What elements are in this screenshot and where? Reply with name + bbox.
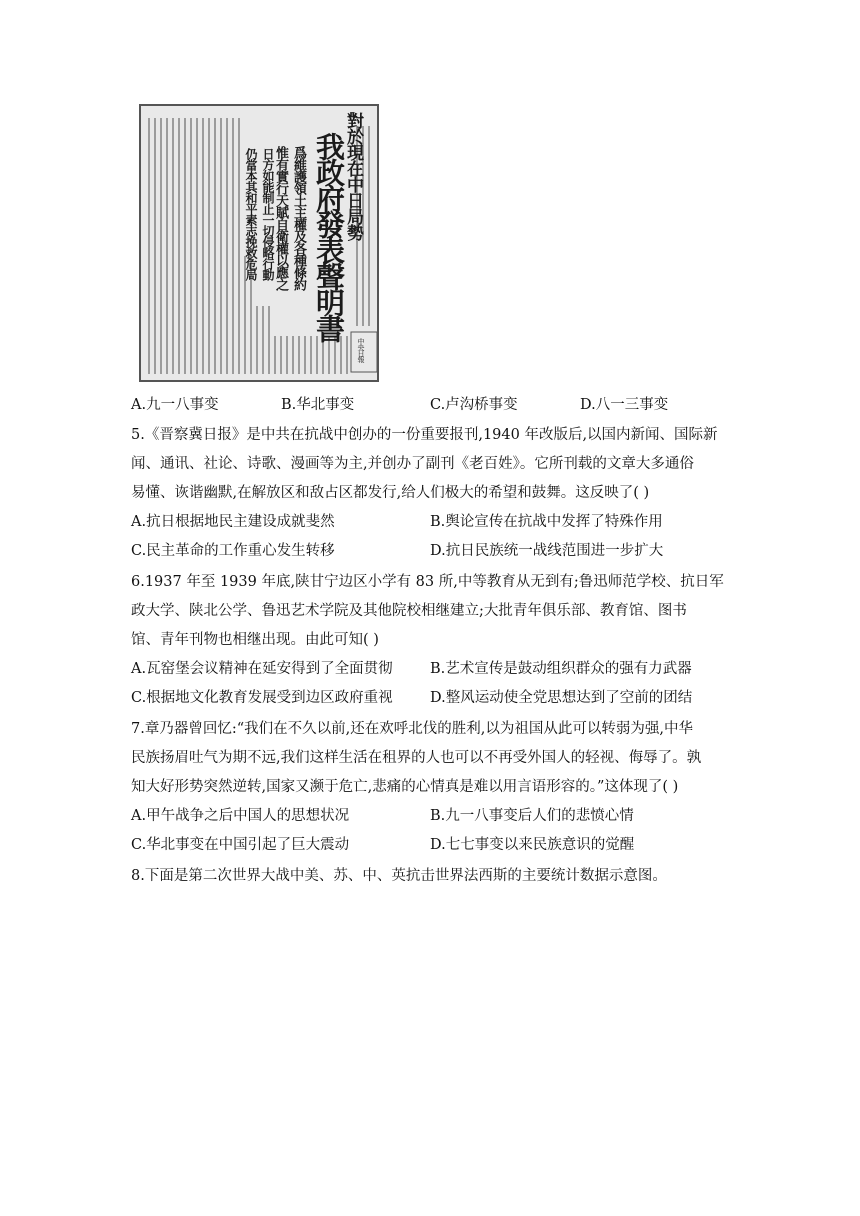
subheadline-3: 日方如能制止一切侵略行動 [261, 148, 275, 280]
q6-option-c: C.根据地文化教育发展受到边区政府重视 [131, 690, 393, 706]
q4-option-b: B.华北事变 [281, 397, 355, 413]
headline-top: 對於現在中日局勢 [343, 112, 363, 240]
q7-stem-line-2: 民族扬眉吐气为期不远,我们这样生活在租界的人也可以不再受外国人的轻视、侮辱了。孰 [131, 750, 702, 766]
subheadline-2: 惟有實行天賦自衛權以應之 [273, 146, 288, 290]
q5-stem-line-2: 闻、通讯、社论、诗歌、漫画等为主,并创办了副刊《老百姓》。它所刊载的文章大多通俗 [131, 456, 694, 472]
q5-stem-line-3: 易懂、诙谐幽默,在解放区和敌占区都发行,给人们极大的希望和鼓舞。这反映了( ) [131, 485, 650, 501]
q6-option-a: A.瓦窑堡会议精神在延安得到了全面贯彻 [131, 661, 393, 677]
subheadline-1: 爲維護領土主權及各種條約 [291, 146, 306, 290]
q4-option-c: C.卢沟桥事变 [430, 397, 518, 413]
q6-stem-line-2: 政大学、陕北公学、鲁迅艺术学院及其他院校相继建立;大批青年俱乐部、教育馆、图书 [131, 603, 687, 619]
q5-option-a: A.抗日根据地民主建设成就斐然 [131, 514, 335, 530]
q4-option-d: D.八一三事变 [580, 397, 669, 413]
headline-main: 我政府發表聲明書 [312, 132, 346, 340]
q7-stem-line-1: 7.章乃器曾回忆:“我们在不久以前,还在欢呼北伐的胜利,以为祖国从此可以转弱为强,中华 [131, 721, 693, 737]
newspaper-image [139, 104, 379, 382]
q6-option-d: D.整风运动使全党思想达到了空前的团结 [430, 690, 693, 706]
q5-option-b: B.舆论宣传在抗战中发挥了特殊作用 [430, 514, 663, 530]
masthead: 中央日報 [357, 338, 365, 362]
q8-stem-line-1: 8.下面是第二次世界大战中美、苏、中、英抗击世界法西斯的主要统计数据示意图。 [131, 868, 667, 884]
q5-stem-line-1: 5.《晋察冀日报》是中共在抗战中创办的一份重要报刊,1940 年改版后,以国内新闻、国际新 [131, 427, 718, 443]
q7-option-d: D.七七事变以来民族意识的觉醒 [430, 837, 635, 853]
subheadline-4: 仍當本其和平素志挽救危局 [244, 148, 258, 280]
q6-stem-line-3: 馆、青年刊物也相继出现。由此可知( ) [131, 632, 379, 648]
q6-stem-line-1: 6.1937 年至 1939 年底,陕甘宁边区小学有 83 所,中等教育从无到有;鲁迅师范学校、抗日军 [131, 574, 724, 590]
q7-stem-line-3: 知大好形势突然逆转,国家又濒于危亡,悲痛的心情真是难以用言语形容的。”这体现了( ) [131, 779, 679, 795]
q7-option-c: C.华北事变在中国引起了巨大震动 [131, 837, 350, 853]
q7-option-b: B.九一八事变后人们的悲愤心情 [430, 808, 634, 824]
q7-option-a: A.甲午战争之后中国人的思想状况 [131, 808, 350, 824]
q5-option-d: D.抗日民族统一战线范围进一步扩大 [430, 543, 664, 559]
q5-option-c: C.民主革命的工作重心发生转移 [131, 543, 335, 559]
q4-option-a: A.九一八事变 [131, 397, 219, 413]
q6-option-b: B.艺术宣传是鼓动组织群众的强有力武器 [430, 661, 692, 677]
